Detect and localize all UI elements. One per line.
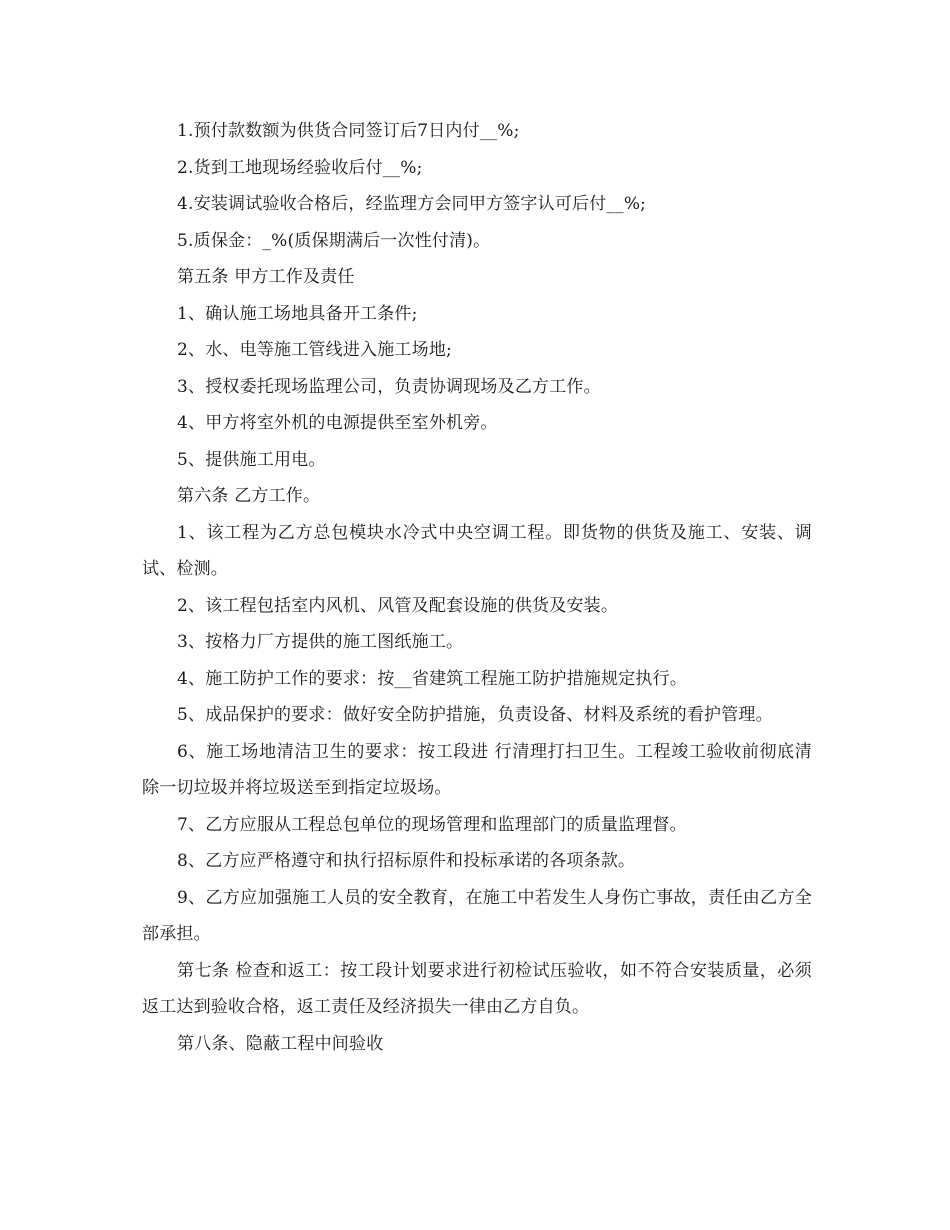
article-8-heading: 第八条、隐蔽工程中间验收	[177, 1033, 384, 1054]
paragraph-installation-payment: 4.安装调试验收合格后，经监理方会同甲方签字认可后付__%;	[177, 194, 647, 214]
paragraph-warranty-deposit: 5.质保金：_%(质保期满后一次性付清)。	[177, 230, 491, 251]
article-6-item-9: 9、乙方应加强施工人员的安全教育，在施工中若发生人身伤亡事故，责任由乙方全部承担。	[142, 887, 812, 944]
article-6-item-4: 4、施工防护工作的要求：按__省建筑工程施工防护措施规定执行。	[177, 668, 688, 689]
article-5-item-4: 4、甲方将室外机的电源提供至室外机旁。	[177, 413, 498, 433]
article-6-item-5: 5、成品保护的要求：做好安全防护措施，负责设备、材料及系统的看护管理。	[177, 705, 773, 725]
article-5-item-5: 5、提供施工用电。	[177, 449, 326, 470]
document-body	[142, 113, 812, 1062]
article-5-item-2: 2、水、电等施工管线进入施工场地;	[177, 340, 452, 360]
paragraph-prepayment: 1.预付款数额为供货合同签订后7日内付__%;	[177, 121, 520, 141]
article-6-item-6: 6、施工场地清洁卫生的要求：按工段进 行清理打扫卫生。工程竣工验收前彻底清除一切垃圾并将垃圾送至到指定垃圾场。	[142, 741, 812, 798]
paragraph-delivery-payment: 2.货到工地现场经验收后付__%;	[177, 157, 423, 178]
article-6-item-7: 7、乙方应服从工程总包单位的现场管理和监理部门的质量监理督。	[177, 814, 687, 835]
article-6-item-3: 3、按格力厂方提供的施工图纸施工。	[177, 632, 464, 652]
article-6-item-2: 2、该工程包括室内风机、风管及配套设施的供货及安装。	[177, 595, 619, 616]
article-7-paragraph: 第七条 检查和返工：按工段计划要求进行初检试压验收，如不符合安装质量，必须返工达到验收合格，返工责任及经济损失一律由乙方自负。	[142, 960, 812, 1017]
article-6-item-8: 8、乙方应严格遵守和执行招标原件和投标承诺的各项条款。	[177, 851, 636, 871]
article-6-heading: 第六条 乙方工作。	[177, 486, 321, 506]
article-5-heading: 第五条 甲方工作及责任	[177, 267, 355, 287]
article-5-item-3: 3、授权委托现场监理公司，负责协调现场及乙方工作。	[177, 376, 601, 397]
article-6-item-1: 1、该工程为乙方总包模块水冷式中央空调工程。即货物的供货及施工、安装、调试、检测。	[142, 522, 812, 579]
article-5-item-1: 1、确认施工场地具备开工条件;	[177, 303, 418, 324]
